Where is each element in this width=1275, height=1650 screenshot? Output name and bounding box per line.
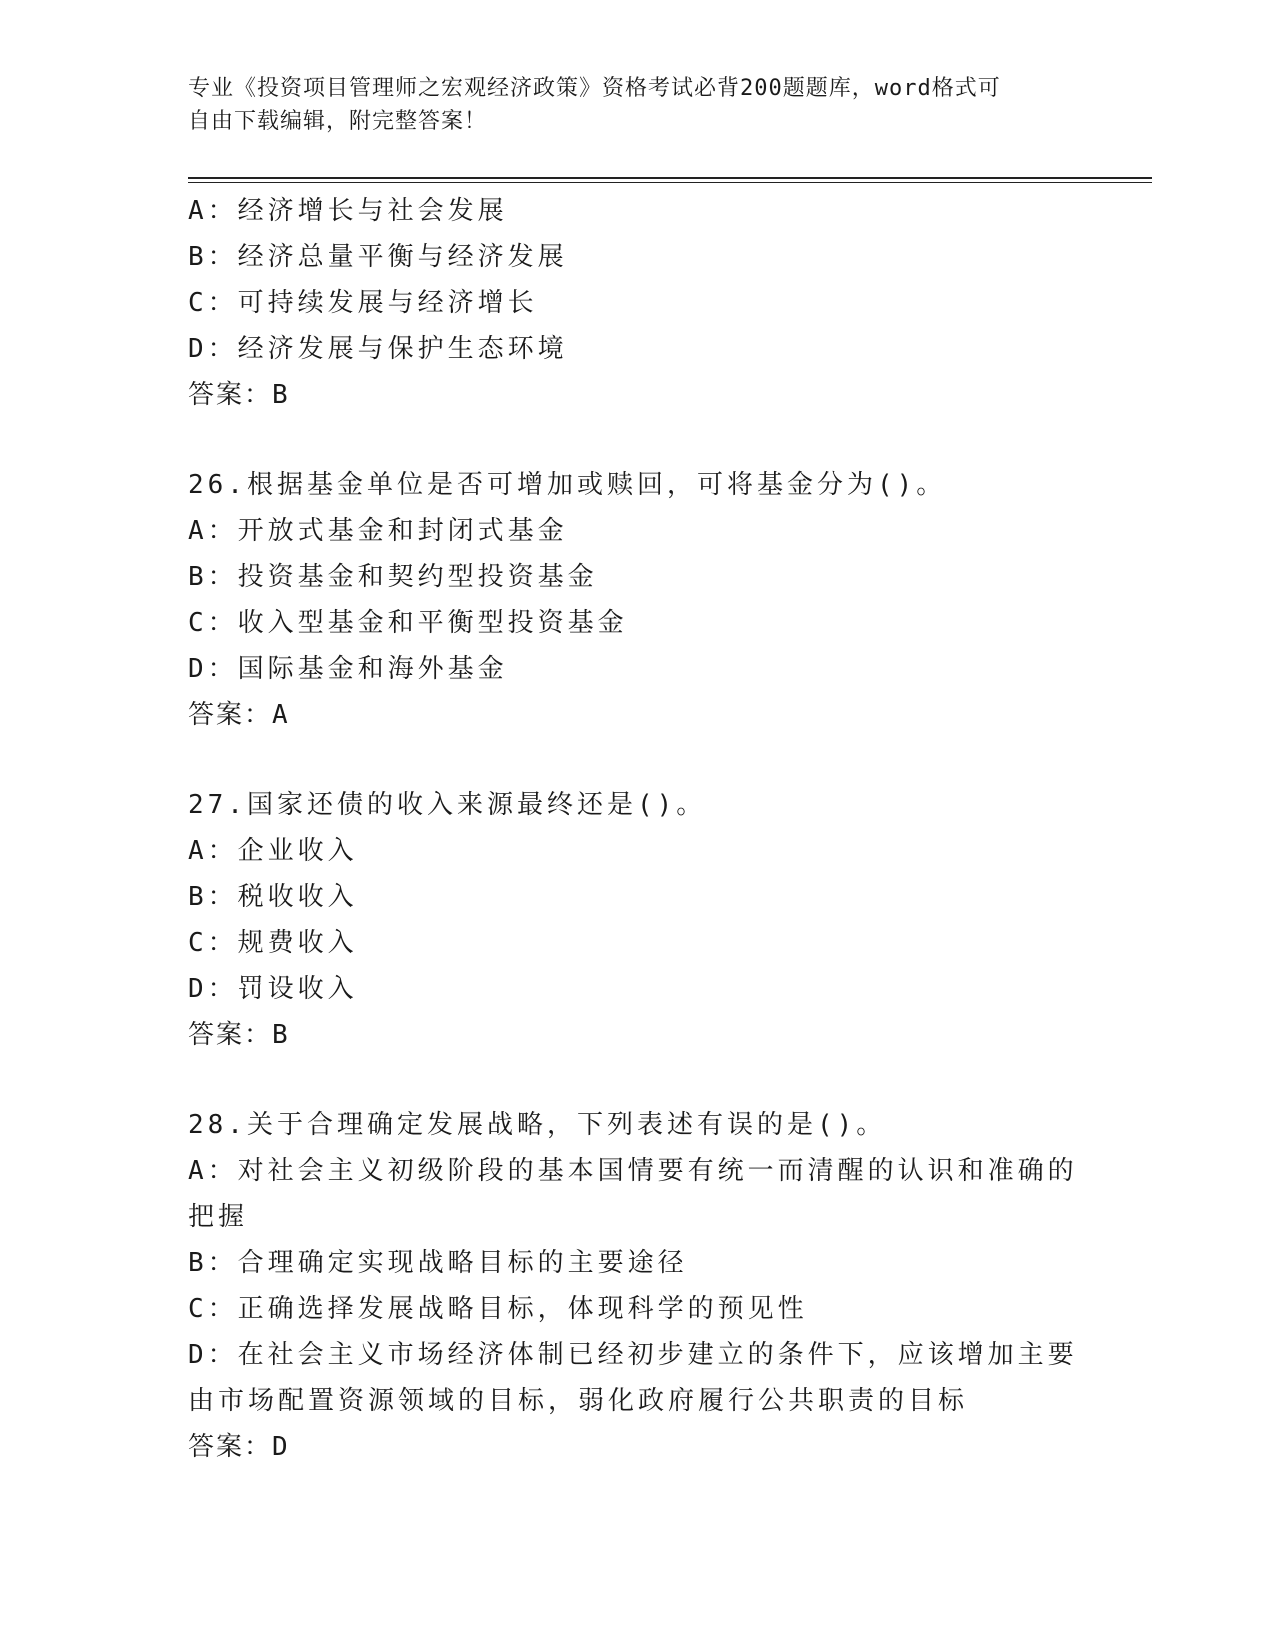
option-d: D：在社会主义市场经济体制已经初步建立的条件下，应该增加主要由市场配置资源领域的目标，弱化政府履行公共职责的目标: [188, 1340, 1078, 1416]
question-list: [188, 188, 1088, 1470]
header-line-1: 专业《投资项目管理师之宏观经济政策》资格考试必背200题题库，word格式可: [188, 76, 1001, 101]
question-text: 27.国家还债的收入来源最终还是()。: [188, 790, 707, 820]
answer-line: 答案：B: [188, 380, 290, 410]
header-rule-thin: [188, 182, 1152, 183]
document-header: [188, 72, 1088, 138]
question-text: 26.根据基金单位是否可增加或赎回，可将基金分为()。: [188, 470, 947, 500]
header-line-2: 自由下载编辑，附完整答案！: [188, 109, 488, 134]
header-rule-thick: [188, 177, 1152, 179]
answer-line: 答案：D: [188, 1432, 290, 1462]
option-b: B：投资基金和契约型投资基金: [188, 562, 598, 592]
option-c: C：可持续发展与经济增长: [188, 288, 538, 318]
answer-line: 答案：B: [188, 1020, 290, 1050]
block-spacer: [188, 738, 1088, 782]
option-b: B：经济总量平衡与经济发展: [188, 242, 568, 272]
block-spacer: [188, 1058, 1088, 1102]
question-block-25: [188, 188, 1088, 418]
option-a: A：对社会主义初级阶段的基本国情要有统一而清醒的认识和准确的把握: [188, 1156, 1078, 1232]
question-block-26: [188, 462, 1088, 738]
option-a: A：经济增长与社会发展: [188, 196, 508, 226]
option-c: C：规费收入: [188, 928, 358, 958]
option-c: C：收入型基金和平衡型投资基金: [188, 608, 628, 638]
block-spacer: [188, 418, 1088, 462]
answer-line: 答案：A: [188, 700, 290, 730]
option-a: A：开放式基金和封闭式基金: [188, 516, 568, 546]
option-b: B：税收收入: [188, 882, 358, 912]
question-text: 28.关于合理确定发展战略，下列表述有误的是()。: [188, 1110, 887, 1140]
option-d: D：罚设收入: [188, 974, 358, 1004]
question-block-27: [188, 782, 1088, 1058]
option-d: D：国际基金和海外基金: [188, 654, 508, 684]
option-b: B：合理确定实现战略目标的主要途径: [188, 1248, 688, 1278]
option-a: A：企业收入: [188, 836, 358, 866]
question-block-28: [188, 1102, 1088, 1470]
option-d: D：经济发展与保护生态环境: [188, 334, 568, 364]
option-c: C：正确选择发展战略目标，体现科学的预见性: [188, 1294, 808, 1324]
